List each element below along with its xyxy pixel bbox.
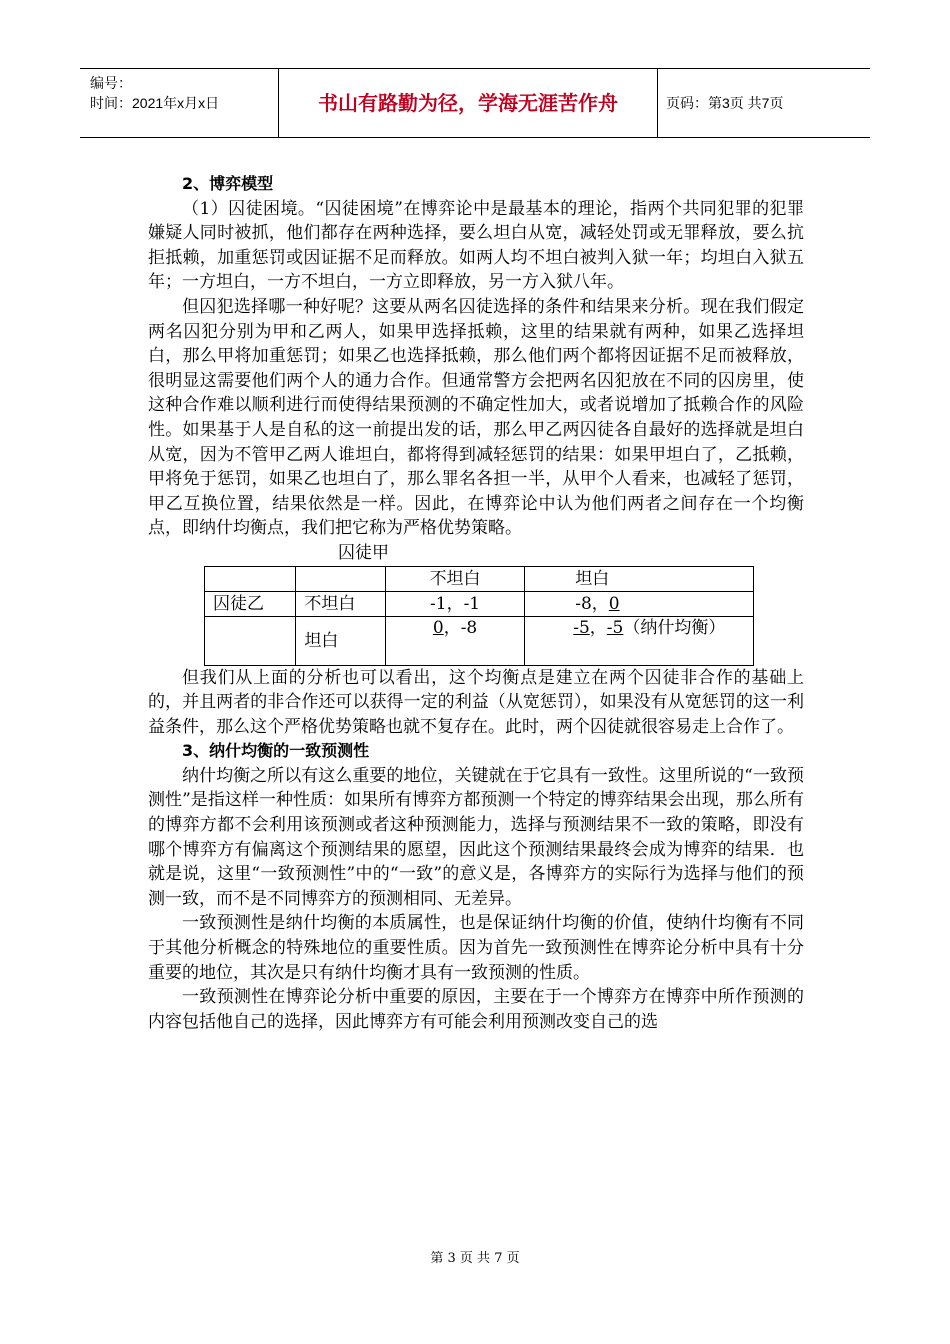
page-footer: 第 3 页 共 7 页 <box>430 1251 520 1266</box>
paragraph: （1）囚徒困境。“囚徒困境”在博弈论中是最基本的理论，指两个共同犯罪的犯罪嫌疑人同时被抓，他们都存在两种选择，要么坦白从宽，减轻处罚或无罪释放，要么抗拒抵赖，加重惩罚或因证据不足而释放。如两人均不坦白被判入狱一年；均坦白入狱五年；一方坦白，一方不坦白，一方立即释放，另一方入狱八年。 <box>148 198 804 293</box>
payoff-cell: -1，-1 <box>385 591 524 616</box>
row-label: 不坦白 <box>296 591 386 616</box>
date-label: 时间：2021年x月x日 <box>90 95 220 111</box>
column-header: 坦白 <box>525 566 754 591</box>
table-row <box>205 616 754 665</box>
header-motto: 书山有路勤为径，学海无涯苦作舟 <box>318 91 618 115</box>
paragraph: 一致预测性是纳什均衡的本质属性，也是保证纳什均衡的价值，使纳什均衡有不同于其他分析概念的特殊地位的重要性质。因为首先一致预测性在博弈论分析中具有十分重要的地位，其次是只有纳什均衡才具有一致预测的性质。 <box>148 913 804 983</box>
page-header <box>80 68 870 138</box>
table-cell <box>296 566 386 591</box>
payoff-matrix-table <box>204 566 754 666</box>
column-header: 不坦白 <box>385 566 524 591</box>
paragraph: 但我们从上面的分析也可以看出，这个均衡点是建立在两个囚徒非合作的基础上的，并且两者的非合作还可以获得一定的利益（从宽惩罚），如果没有从宽惩罚的这一利益条件，那么这个严格优势策略也就不复存在。此时，两个囚徒就很容易走上合作了。 <box>148 667 804 737</box>
header-divider <box>657 69 658 137</box>
row-label: 坦白 <box>296 616 386 665</box>
payoff-cell: -5，-5（纳什均衡） <box>525 616 754 665</box>
document-body <box>148 172 804 1034</box>
paragraph: 一致预测性在博弈论分析中重要的原因，主要在于一个博弈方在博弈中所作预测的内容包括他自己的选择，因此博弈方有可能会利用预测改变自己的选 <box>148 987 804 1032</box>
header-meta <box>90 73 219 113</box>
table-cell <box>205 616 296 665</box>
paragraph: 纳什均衡之所以有这么重要的地位，关键就在于它具有一致性。这里所说的“一致预测性”是指这样一种性质：如果所有博弈方都预测一个特定的博弈结果会出现，那么所有的博弈方都不会利用该预测或者这种预测能力，选择与预测结果不一致的策略，即没有哪个博弈方有偏离这个预测结果的愿望，因此这个预测结果最终会成为博弈的结果．也就是说，这里“一致预测性”中的“一致”的意义是，各博弈方的实际行为选择与他们的预测一致，而不是不同博弈方的预测相同、无差异。 <box>148 765 804 909</box>
table-row <box>205 566 754 591</box>
serial-number-label: 编号： <box>90 75 132 91</box>
section-heading: 2、博弈模型 <box>182 174 274 193</box>
payoff-cell: 0，-8 <box>385 616 524 665</box>
table-row <box>205 591 754 616</box>
row-group-label: 囚徒乙 <box>205 591 296 616</box>
header-page-number: 页码：第3页 共7页 <box>666 95 784 111</box>
section-heading: 3、纳什均衡的一致预测性 <box>182 741 370 761</box>
table-title: 囚徒甲 <box>338 542 389 563</box>
paragraph: 但囚犯选择哪一种好呢？这要从两名囚徒选择的条件和结果来分析。现在我们假定两名囚犯分别为甲和乙两人，如果甲选择抵赖，这里的结果就有两种，如果乙选择坦白，那么甲将加重惩罚；如果乙也选择抵赖，那么他们两个都将因证据不足而被释放，很明显这需要他们两个人的通力合作。但通常警方会把两名囚犯放在不同的囚房里，使这种合作难以顺利进行而使得结果预测的不确定性加大，或者说增加了抵赖合作的风险性。如果基于人是自私的这一前提出发的话，那么甲乙两囚徒各自最好的选择就是坦白从宽，因为不管甲乙两人谁坦白，都将得到减轻惩罚的结果：如果甲坦白了，乙抵赖，甲将免于惩罚，如果乙也坦白了，那么罪名各担一半，从甲个人看来，也减轻了惩罚，甲乙互换位置，结果依然是一样。因此，在博弈论中认为他们两者之间存在一个均衡点，即纳什均衡点，我们把它称为严格优势策略。 <box>148 296 804 539</box>
table-cell <box>205 566 296 591</box>
payoff-cell: -8，0 <box>525 591 754 616</box>
